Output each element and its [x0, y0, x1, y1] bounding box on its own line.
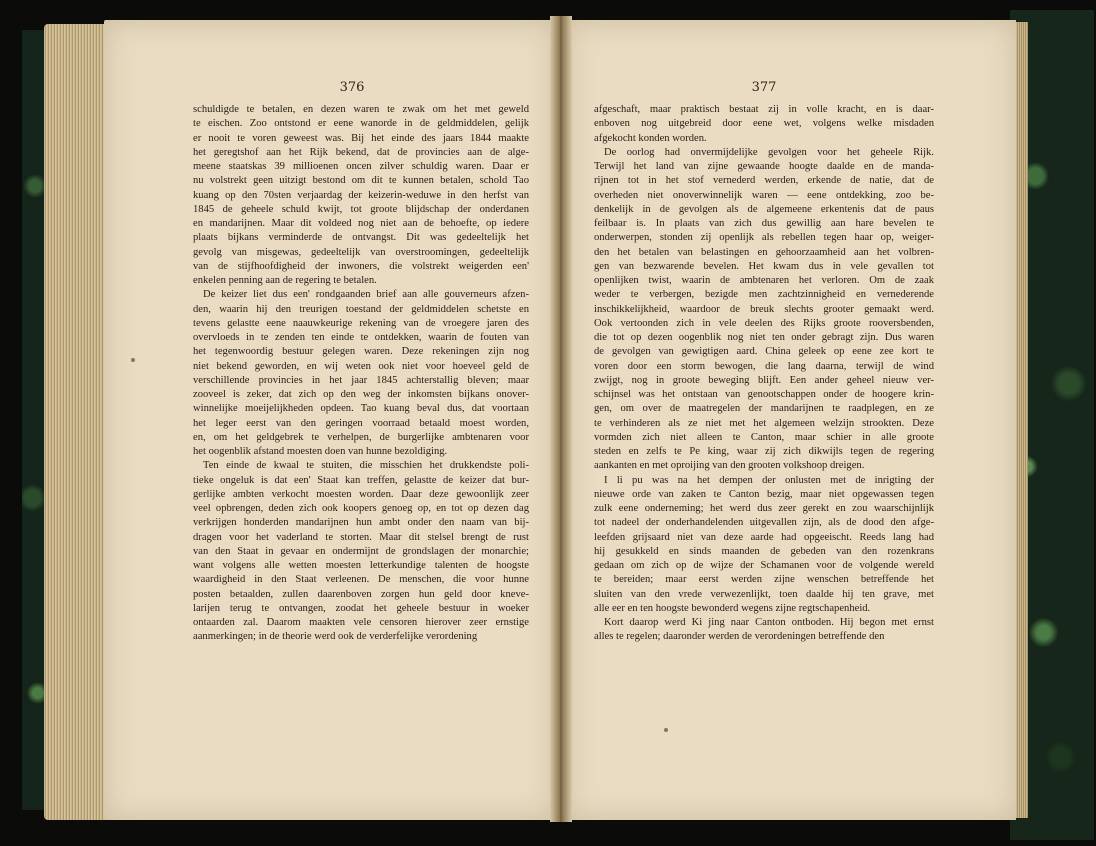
text-line: den, waarin hij den treurigen toestand der geldmiddelen schetste en [193, 303, 529, 315]
text-line: Ook vertoonden zich in vele deelen des Rijks groote rooversbenden, [594, 317, 934, 329]
text-line: zooveel is zeker, dat zich op den weg der inkomsten bijkans onover- [193, 389, 529, 400]
text-line: die tot op dezen oogenblik nog niet ten onder gebragt zijn. Dus waren [594, 332, 934, 343]
text-line: schuldigde te betalen, en dezen waren te zwak om het met geweld [193, 104, 529, 115]
text-line: feilbaar is. In plaats van zich dus gewillig aan hare bevelen te [594, 218, 934, 229]
text-line: afgeschaft, maar praktisch bestaat zij in volle kracht, en is daar- [594, 104, 934, 115]
text-line: zwijgt, nog in groote beweging blijft. Een ander geheel nieuw ver- [594, 374, 934, 386]
text-line: te bereiden; maar eerst werden zijne wenschen betreffende het [594, 574, 934, 586]
page-block-left [44, 24, 106, 820]
text-line: gedaan om zich op de wijze der Schamanen voor de volgende wereld [594, 560, 934, 571]
text-line: tot nadeel der onderhandelenden uitgevallen zijn, als de dood den afge- [594, 517, 934, 529]
text-line: en mandarijnen. Maar dit voldeed nog niet aan de behoefte, op iedere [193, 218, 529, 229]
text-line: De keizer liet dus een' rondgaanden brief aan alle gouverneurs afzen- [203, 289, 529, 301]
text-line: nu volstrekt geen uitzigt bestond om dit te kunnen betalen, schold Tao [193, 175, 529, 187]
text-line: te verhinderen als ze niet met het algemeen welzijn strookten. Deze [594, 417, 934, 429]
text-line: alles te regelen; daaronder werden de verordeningen betreffende den [594, 631, 885, 643]
text-line: gen, om over de maatregelen der mandarijnen te raadplegen, en ze [594, 403, 934, 415]
text-line: enkelen penning aan de regering te betalen. [193, 275, 377, 286]
text-line: Kort daarop werd Ki jing naar Canton ontboden. Hij begon met ernst [604, 617, 934, 628]
text-line: gerlijke ambten verkocht moesten worden. Daar deze gewoonlijk zeer [193, 488, 529, 500]
text-line: kuang op den 70sten verjaardag der keizerin-weduwe in den herfst van [193, 189, 529, 201]
text-line: ontaarden zal. Daarom maakten vele censoren hierover zeer ernstige [193, 617, 529, 628]
text-line: denkelijk in de gevolgen als de algemeene erkentenis dat de paus [594, 203, 934, 215]
text-line: het oogenblik afstand moesten doen van hunne bezoldiging. [193, 446, 448, 457]
text-line: het tegenwoordig bestuur gelegen waren. Deze rekeningen zijn nog [193, 346, 529, 358]
text-line: tieke ongeluk is dat een' Staat kan treffen, gelastte de keizer dat bur- [193, 474, 529, 486]
text-line: De oorlog had onvermijdelijke gevolgen voor het geheele Rijk. [604, 146, 934, 158]
text-line: Ten einde de kwaal te stuiten, die misschien het drukkendste poli- [203, 460, 529, 472]
text-line: waardigheid in den Staat verleenen. De menschen, die voor hunne [193, 574, 529, 586]
text-line: zulk eene onderneming; het werd dus zeer gerekt en zou waarschijnlijk [594, 503, 934, 514]
text-line: leefden grijsaard niet van deze aarde had opgeeischt. Reeds lang had [594, 531, 934, 543]
text-line: larijen terug te ontvangen, zoodat het geheele bestuur in woeker [193, 602, 529, 614]
text-line: gen van bezwarende bevelen. Het kwam dus in vele gevallen tot [594, 260, 934, 272]
text-line: nieuwe orde van zaken te Canton bezig, maar niet opgewassen tegen [594, 488, 934, 500]
text-line: openlijken twist, waarin de ambtenaren het verloren. Om de zaak [594, 275, 934, 286]
right-page-text [594, 103, 934, 645]
text-line: de gevolgen van gewigtigen aard. China geleek op eene zee kort te [594, 346, 934, 358]
text-line: winnelijke moeijelijkheden opdeen. Tao kuang beval dus, dat voortaan [193, 403, 529, 415]
left-page-text [193, 103, 529, 645]
text-line: 1845 de geheele schuld kwijt, tot groote blijdschap der onderdanen [193, 203, 529, 215]
text-line: afgekocht konden worden. [594, 132, 707, 144]
text-line: gevolg van misgewas, gedeeltelijk van overstroomingen, gedeeltelijk [193, 246, 529, 258]
text-line: van den Staat in gevaar en ondermijnt de grondslagen der monarchie; [193, 545, 529, 557]
text-line: I li pu was na het dempen der onlusten met de inrigting der [604, 474, 934, 486]
text-line: aankanten en met oproijing van den grooten volkshoop dreigen. [594, 460, 865, 472]
text-line: want volgens alle wetten moesten letterkundige talenten de hoogste [193, 560, 529, 571]
text-line: alle eer en ten hoogste bewonderd wegens zijne regtschapenheid. [594, 602, 871, 614]
text-line: vormden zich niet alleen te Canton, maar schier in alle groote [594, 431, 934, 443]
text-line: dragen voor het vaderland te storten. Maar dit stelsel brengt de rust [193, 531, 529, 543]
text-line: sluiten van den vrede verwezenlijkt, toen daalde hij ten grave, met [594, 588, 934, 600]
text-line: tevens gelastte eene naauwkeurige rekening van de vroegere jaren des [193, 317, 529, 329]
text-line: posten betaalden, zullen daarenboven zorgen hun geld door kneve- [193, 588, 529, 600]
page-number-right: 377 [751, 80, 777, 95]
book-gutter [550, 16, 572, 822]
text-line: en, om het geldgebrek te verhelpen, de burgerlijke ambtenaren voor [193, 431, 529, 443]
text-line: het leger eerst van den geringen voorraad betaald moest worden, [193, 417, 529, 429]
text-line: aanmerkingen; in de theorie werd ook de verderfelijke verordening [193, 631, 478, 643]
text-line: steden en zelfs te Pe king, waar zij zich dikwijls tegen de regering [594, 446, 934, 457]
page-speck [664, 728, 668, 732]
text-line: verschillende provincies in het jaar 1845 achterstallig bleven; maar [193, 374, 529, 386]
text-line: schijnsel was het ontstaan van genootschappen onder de hoogere krin- [594, 389, 934, 400]
text-line: hij gesukkeld en sinds maanden de gebeden van den rozenkrans [594, 545, 934, 557]
text-line: van de stijfhoofdigheid der inwoners, die volstrekt weigerden een' [193, 260, 529, 272]
text-line: rijnen tot in het stof vernederd werden, erkende de natie, dat de [594, 175, 934, 187]
text-line: niet bekend geworden, en wij weten ook niet voor hoeveel geld de [193, 360, 529, 372]
text-line: voren door een storm bewogen, die lang daarna, terwijl de wind [594, 360, 934, 372]
text-line: den het betalen van belastingen en gehoorzaamheid aan het volbren- [594, 246, 934, 258]
text-line: enboven nog uitgebreid door eene wet, volgens welke misdaden [594, 118, 934, 130]
text-line: te eischen. Zoo ontstond er eene wanorde in de geldmiddelen, gelijk [193, 118, 529, 130]
text-line: Terwijl het land van zijne gewaande hoogte daalde en de manda- [594, 161, 934, 172]
text-line: meene staatskas 39 millioenen oncen zilver schuldig waren. Daar er [193, 161, 529, 172]
page-block-right [1014, 22, 1028, 818]
text-line: verkrijgen honderden mandarijnen hun ambt onder den naam van bij- [193, 517, 529, 529]
page-speck [131, 358, 135, 362]
page-number-left: 376 [339, 80, 365, 95]
text-line: er nooit te voren geweest was. Bij het einde des jaars 1844 maakte [193, 132, 529, 144]
text-line: onderwerpen, stonden zij openlijk als rebellen tegen haar op, weiger- [594, 232, 934, 244]
text-line: overvloeds in te zenden ten einde te ontdekken, waarin de fouten van [193, 332, 529, 343]
text-line: overheden niet onoverwinnelijk waren — eene ontdekking, zoo be- [594, 189, 934, 201]
text-line: veel opbrengen, deden zich ook koopers genoeg op, en tot op dezen dag [193, 503, 529, 514]
text-line: inschikkelijkheid, waardoor de breuk slechts grooter gemaakt werd. [594, 303, 934, 315]
text-line: plaats bijkans verminderde de ontvangst. Dit was gedeeltelijk het [193, 232, 529, 244]
text-line: het geregtshof aan het Rijk bekend, dat de provincies aan de alge- [193, 146, 529, 158]
text-line: weder te verbergen, bezigde men zachtzinnigheid en vernederende [594, 289, 934, 301]
